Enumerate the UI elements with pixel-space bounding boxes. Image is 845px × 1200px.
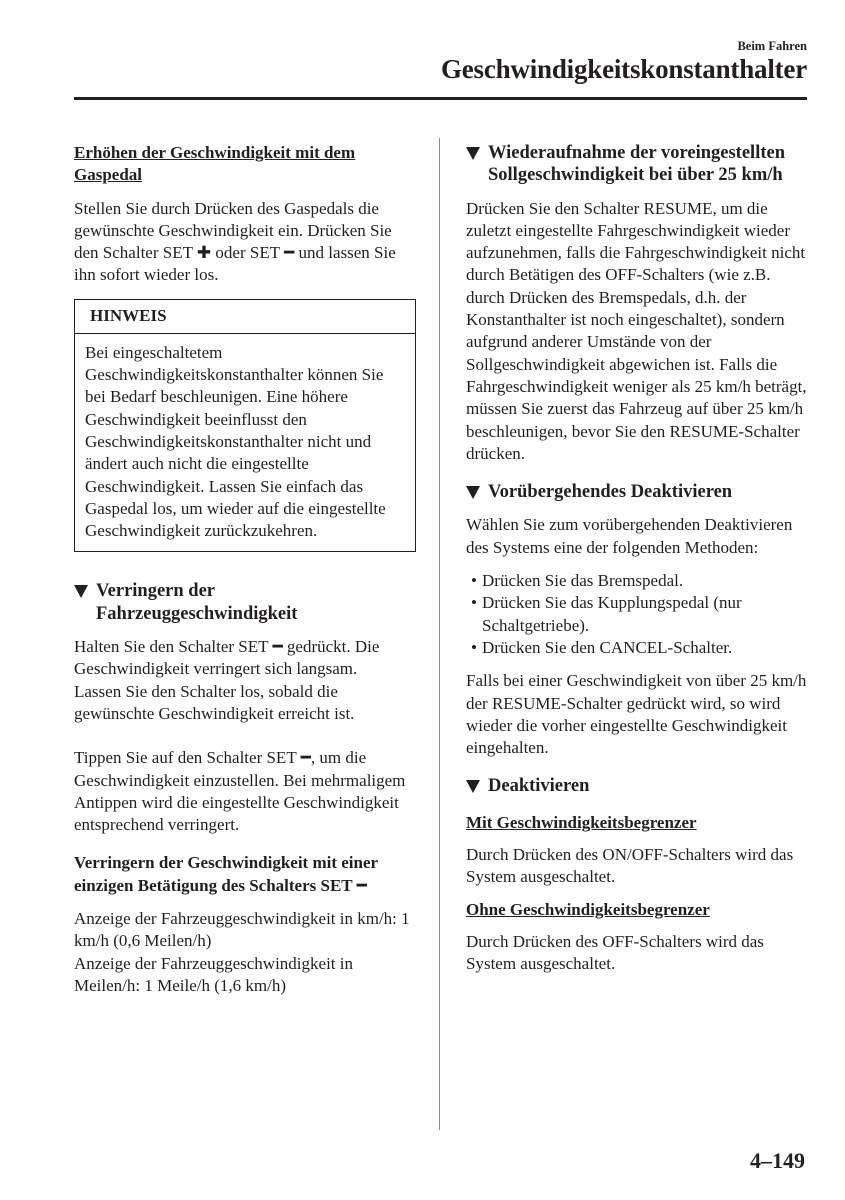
note-box — [74, 299, 416, 553]
section-body-resume: Drücken Sie den Schalter RESUME, um die zuletzt eingestellte Fahrgeschwindigkeit wieder aufzunehmen, falls die Fahrgeschwindigkeit nicht durch Betätigen des OFF-Schalters (wie z.B. durch Drücken des Bremspedals, d.h. der Konstanthalter ist noch eingeschaltet), sondern aufgrund anderer Umstände von der Sollgeschwindigkeit abgewichen ist. Falls die Fahrgeschwindigkeit weniger als 25 km/h beträgt, müssen Sie zuerst das Fahrzeug auf über 25 km/h beschleunigen, bevor Sie den RESUME-Schalter drücken. — [466, 198, 807, 463]
section-heading-deactivate — [466, 775, 811, 797]
paragraph-temporary-intro: Wählen Sie zum vorübergehenden Deaktivieren des Systems eine der folgenden Methoden: — [466, 515, 793, 557]
section-heading-resume — [466, 142, 811, 187]
triangle-marker-icon — [466, 142, 480, 187]
section-heading-accelerate: Erhöhen der Geschwindigkeit mit dem Gaspedal — [74, 143, 356, 185]
column-divider — [439, 138, 440, 1130]
paragraph-tap-set: Tippen Sie auf den Schalter SET ━, um die Geschwindigkeit einzustellen. Bei mehrmaligem Antippen wird die eingestellte Geschwindigkeit entsprechend verringert. — [74, 748, 406, 835]
list-item-text: Drücken Sie den CANCEL-Schalter. — [482, 637, 733, 657]
section-heading-temporary — [466, 481, 811, 503]
list-item-text: Drücken Sie das Bremspedal. — [482, 571, 684, 591]
list-item-text: Drücken Sie das Kupplungspedal (nur Schaltgetriebe). — [482, 593, 742, 635]
bullet-icon: • — [471, 571, 477, 591]
note-body: Bei eingeschaltetem Geschwindigkeitskonstanthalter können Sie bei Bedarf beschleunigen. Eine höhere Geschwindigkeit beeinflusst den Geschwindigkeitskonstanthalter nicht und ändert auch nicht die eingestellte Geschwindigkeit. Lassen Sie einfach das Gaspedal los, um wieder auf die eingestellte Geschwindigkeit zurückzukehren. — [85, 342, 386, 541]
list-item — [466, 637, 811, 659]
paragraph-mph-display: Anzeige der Fahrzeuggeschwindigkeit in Meilen/h: 1 Meile/h (1,6 km/h) — [74, 953, 353, 995]
section-heading-decrease — [74, 580, 416, 625]
triangle-marker-icon — [74, 580, 88, 625]
section-heading-deactivate-text: Deaktivieren — [488, 776, 590, 797]
bullet-icon: • — [471, 593, 477, 613]
triangle-marker-icon — [466, 481, 480, 503]
paragraph-with-limiter: Durch Drücken des ON/OFF-Schalters wird das System ausgeschaltet. — [466, 845, 794, 887]
paragraph-temporary-outro: Falls bei einer Geschwindigkeit von über 25 km/h der RESUME-Schalter gedrückt wird, so wird wieder die vorher eingestellte Geschwindigkeit eingehalten. — [466, 671, 807, 758]
paragraph-hold-set: Halten Sie den Schalter SET ━ gedrückt. Die Geschwindigkeit verringert sich langsam. — [74, 637, 380, 679]
page-title: Geschwindigkeitskonstanthalter — [440, 54, 807, 84]
list-item — [466, 592, 811, 637]
section-body-accelerate: Stellen Sie durch Drücken des Gaspedals die gewünschte Geschwindigkeit ein. Drücken Sie den Schalter SET ✚ oder SET ━ und lassen Sie ihn sofort wieder los. — [74, 198, 396, 285]
left-column — [74, 142, 416, 997]
section-heading-resume-text: Wiederaufnahme der voreingestellten Sollgeschwindigkeit bei über 25 km/h — [488, 143, 785, 186]
triangle-marker-icon — [466, 775, 480, 797]
right-column — [466, 142, 811, 976]
header-rule — [74, 97, 807, 100]
subheading-single-press: Verringern der Geschwindigkeit mit einer einzigen Betätigung des Schalters SET ━ — [74, 853, 378, 895]
list-item — [466, 570, 811, 592]
subheading-with-limiter: Mit Geschwindigkeitsbegrenzer — [466, 812, 697, 832]
page-number: 4–149 — [750, 1148, 805, 1173]
subheading-without-limiter: Ohne Geschwindigkeitsbegrenzer — [466, 899, 710, 919]
section-heading-decrease-text: Verringern der Fahrzeuggeschwindigkeit — [96, 581, 298, 624]
note-heading: HINWEIS — [75, 300, 415, 334]
methods-list — [466, 570, 811, 659]
bullet-icon: • — [471, 637, 477, 657]
paragraph-kmh-display: Anzeige der Fahrzeuggeschwindigkeit in km/h: 1 km/h (0,6 Meilen/h) — [74, 909, 410, 951]
section-heading-temporary-text: Vorübergehendes Deaktivieren — [488, 482, 733, 503]
paragraph-without-limiter: Durch Drücken des OFF-Schalters wird das System ausgeschaltet. — [466, 931, 764, 974]
chapter-label: Beim Fahren — [737, 39, 807, 53]
paragraph-release: Lassen Sie den Schalter los, sobald die gewünschte Geschwindigkeit erreicht ist. — [74, 681, 355, 723]
